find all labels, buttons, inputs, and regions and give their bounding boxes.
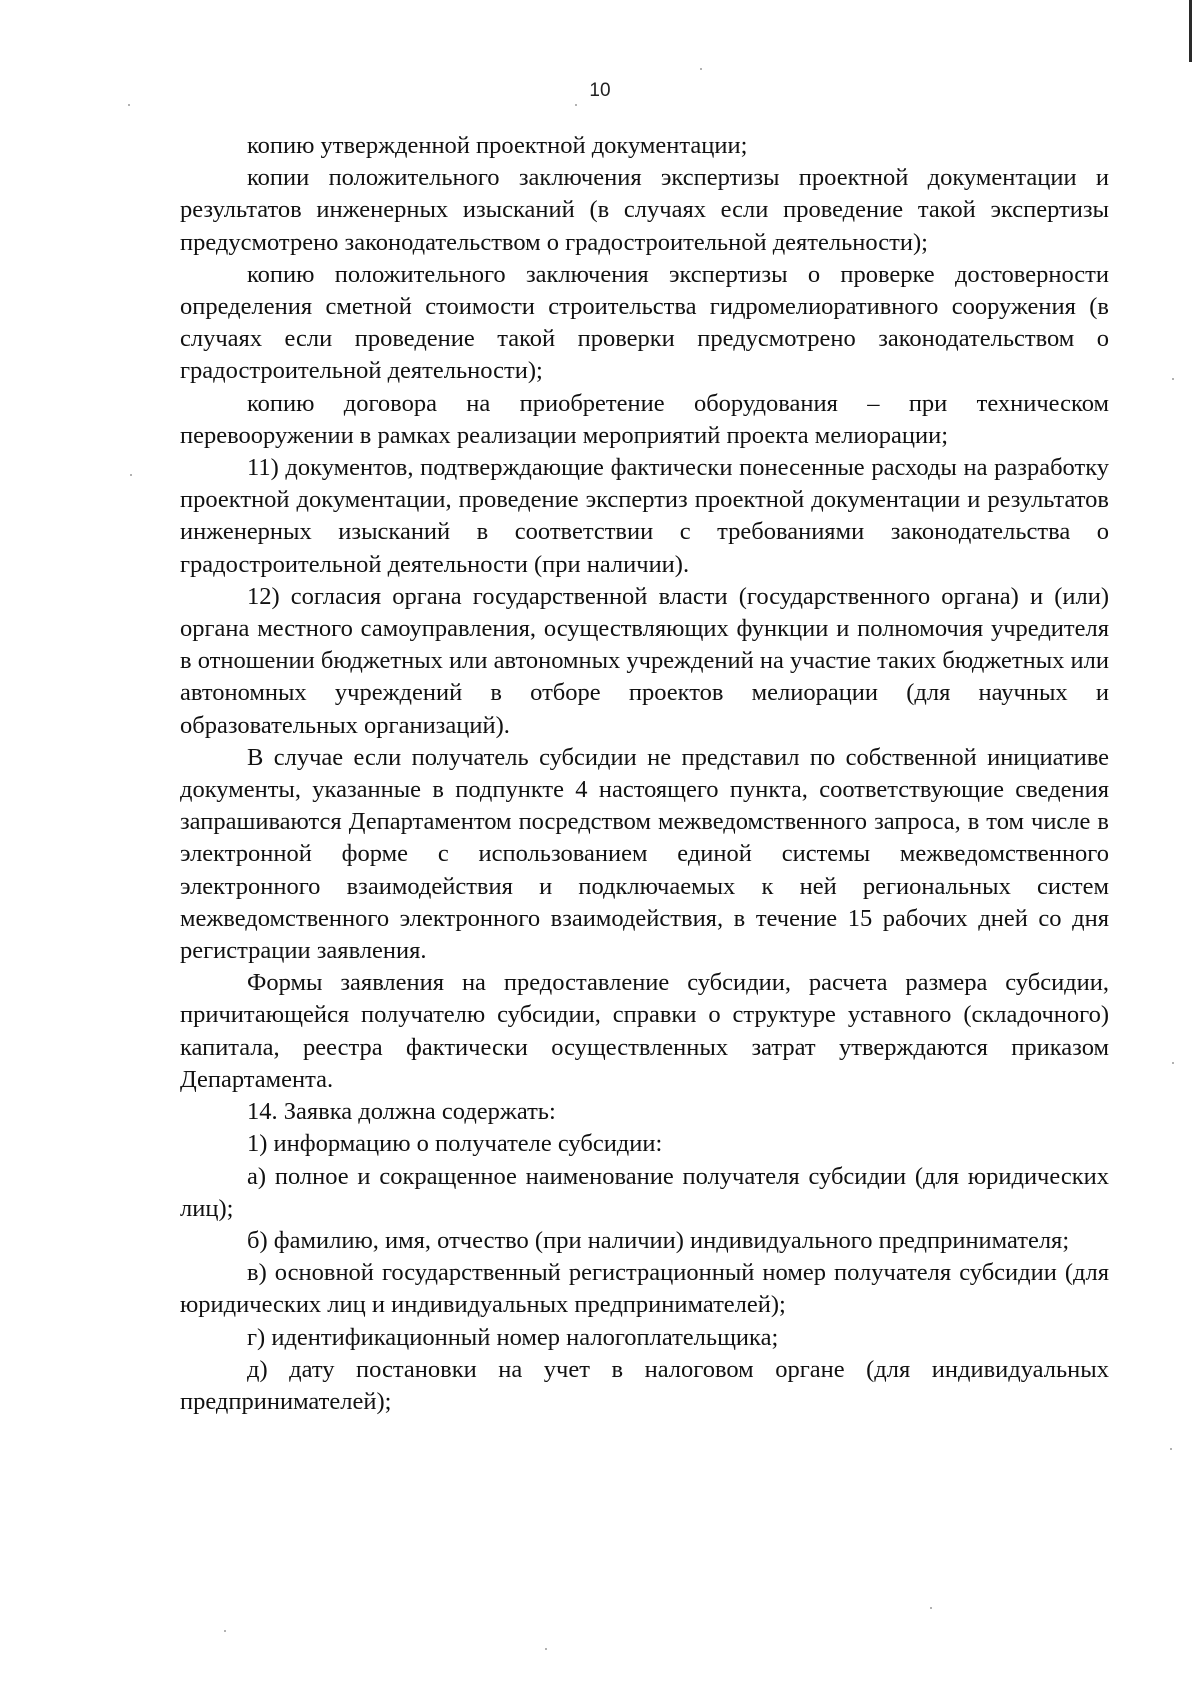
paragraph: а) полное и сокращенное наименование получателя субсидии (для юридических лиц);	[180, 1162, 1109, 1222]
paragraph: копию положительного заключения экспертизы о проверке достоверности определения сметной стоимости строительства гидромелиоративного сооружения (в случаях если проведение такой проверки предусмотрено законодательством о градостроительной деятельности);	[180, 260, 1109, 385]
scan-speckle	[224, 1630, 226, 1632]
scan-speckle	[575, 104, 577, 106]
paragraph: копии положительного заключения экспертизы проектной документации и результатов инженерных изысканий (в случаях если проведение такой экспертизы предусмотрено законодательством о градостроительной деятельности);	[180, 164, 1109, 256]
paragraph: 14. Заявка должна содержать:	[247, 1098, 556, 1126]
paragraph: 11) документов, подтверждающие фактически понесенные расходы на разработку проектной документации, проведение экспертиз проектной документации и результатов инженерных изысканий в соответствии с требованиями законодательства о градостроительной деятельности (при наличии).	[180, 454, 1109, 578]
paragraph: В случае если получатель субсидии не представил по собственной инициативе документы, указанные в подпункте 4 настоящего пункта, соответствующие сведения запрашиваются Департаментом посредством межведомственного запроса, в том числе в электронной форме с использованием единой системы межведомственного электронного взаимодействия и подключаемых к ней региональных систем межведомственного электронного взаимодействия, в течение 15 рабочих дней со дня регистрации заявления.	[180, 743, 1109, 965]
scan-speckle	[130, 474, 132, 476]
paragraph: копию договора на приобретение оборудования – при техническом перевооружении в рамках реализации мероприятий проекта мелиорации;	[180, 389, 1109, 449]
scan-speckle	[128, 104, 130, 106]
scan-speckle	[1172, 1062, 1174, 1064]
paragraph: д) дату постановки на учет в налоговом органе (для индивидуальных предпринимателей);	[180, 1355, 1109, 1415]
scan-speckle	[700, 68, 702, 70]
scan-edge-mark	[1189, 0, 1192, 62]
scan-speckle	[1172, 378, 1174, 380]
scan-speckle	[545, 1648, 547, 1650]
document-body	[180, 130, 1109, 1418]
paragraph: в) основной государственный регистрационный номер получателя субсидии (для юридических лиц и индивидуальных предпринимателей);	[180, 1259, 1109, 1319]
paragraph: б) фамилию, имя, отчество (при наличии) индивидуального предпринимателя;	[247, 1226, 1070, 1254]
paragraph: 12) согласия органа государственной власти (государственного органа) и (или) органа местного самоуправления, осуществляющих функции и полномочия учредителя в отношении бюджетных или автономных учреждений на участие таких бюджетных или автономных учреждений в отборе проектов мелиорации (для научных и образовательных организаций).	[180, 582, 1109, 739]
scan-speckle	[930, 1607, 932, 1609]
paragraph: г) идентификационный номер налогоплательщика;	[247, 1323, 779, 1351]
paragraph: копию утвержденной проектной документации;	[247, 132, 748, 159]
paragraph: Формы заявления на предоставление субсидии, расчета размера субсидии, причитающейся получателю субсидии, справки о структуре уставного (складочного) капитала, реестра фактически осуществленных затрат утверждаются приказом Департамента.	[180, 969, 1109, 1093]
scan-speckle	[1170, 1448, 1172, 1450]
page-number: 10	[589, 80, 611, 101]
paragraph: 1) информацию о получателе субсидии:	[247, 1130, 663, 1158]
